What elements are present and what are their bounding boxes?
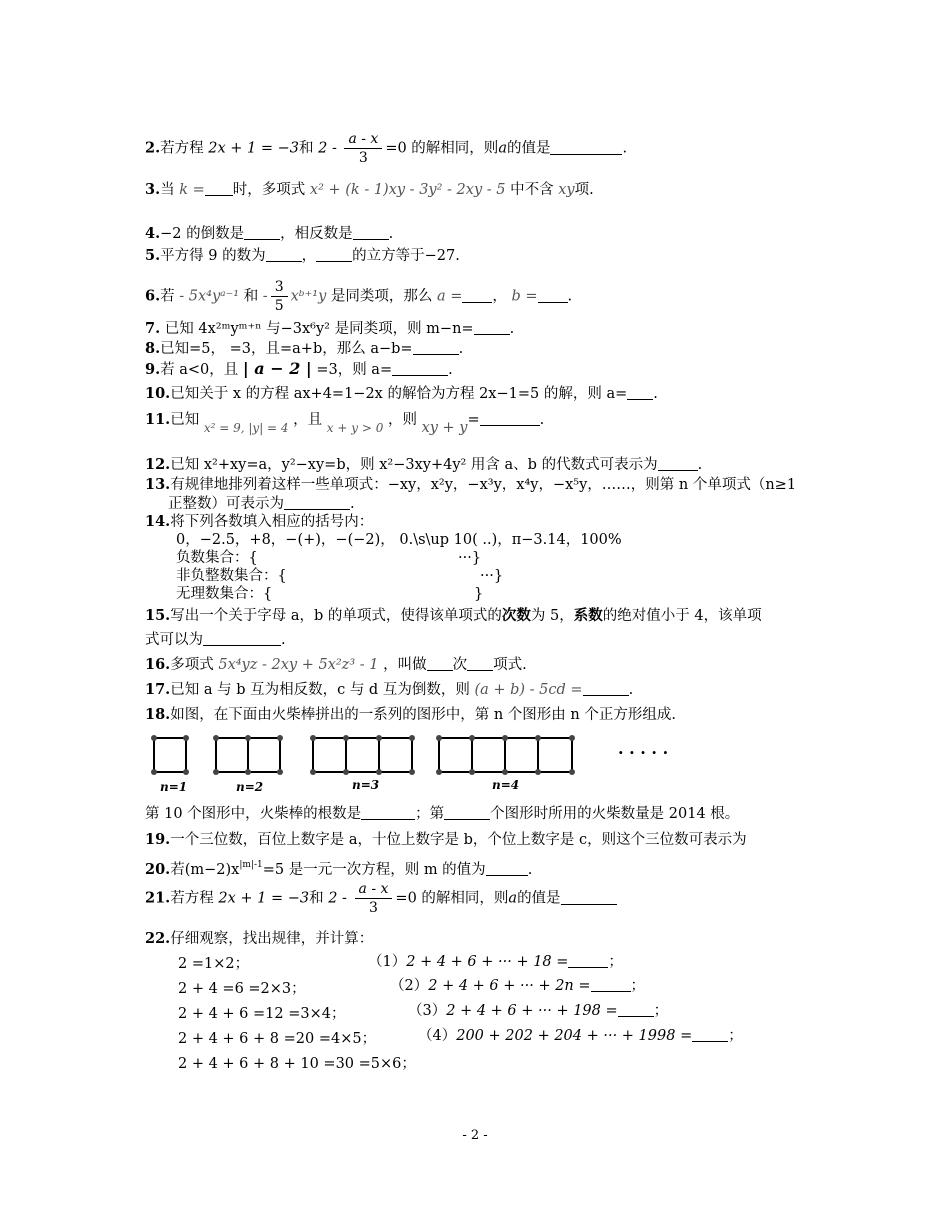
figure-label: n=4 [492, 778, 520, 792]
answer-blank[interactable] [427, 656, 453, 671]
question-number: 12. [145, 456, 171, 473]
text: 时，多项式 [232, 182, 306, 198]
text: 平方得 9 的数为 [160, 248, 266, 264]
question-number: 3. [145, 181, 161, 198]
text: 若方程 [170, 890, 214, 907]
text: 式可以为 [145, 632, 203, 648]
question-number: 20. [145, 861, 171, 878]
text: −2 的倒数是 [160, 226, 245, 242]
question-number: 4. [145, 225, 161, 242]
question-12 [145, 456, 702, 474]
text: 若 [160, 288, 175, 305]
fraction-denominator: 3 [369, 900, 378, 916]
text: 已知=5， =3，且=a+b，那么 a−b= [160, 341, 413, 357]
text: . [458, 341, 464, 357]
fraction-denominator: 3 [358, 150, 368, 166]
answer-blank[interactable] [266, 247, 302, 262]
equation: k = [179, 182, 205, 198]
text: ，叫做 [383, 657, 427, 673]
question-number: 21. [145, 889, 171, 907]
question-number: 15. [145, 607, 171, 624]
text: 写出一个关于字母 a，b 的单项式，使得该单项式的 [170, 608, 502, 624]
non-negative-integer-set [176, 567, 504, 585]
question-number: 6. [145, 287, 161, 305]
set-close: ···} [458, 550, 482, 566]
question-13 [145, 476, 796, 494]
answer-blank[interactable] [486, 861, 528, 876]
text: =3，则 a= [316, 362, 393, 378]
answer-blank[interactable] [591, 977, 631, 992]
text: 项式. [493, 657, 527, 673]
exercise-1 [368, 953, 623, 971]
text: = [467, 412, 480, 428]
answer-blank[interactable] [467, 656, 493, 671]
set-label: 无理数集合：{ [176, 586, 273, 602]
exercise-number: （2） [390, 978, 429, 994]
question-number: 10. [145, 385, 171, 402]
fraction [355, 880, 393, 917]
pattern-line: 2 =1×2； [178, 956, 250, 972]
text: . [281, 632, 286, 648]
variable: xy [558, 182, 575, 198]
text: . [539, 412, 545, 428]
equation: 2x + 1 = −3 [218, 890, 310, 907]
expression: (a + b) - 5cd = [474, 682, 583, 698]
answer-blank[interactable] [316, 247, 352, 262]
absolute-value: | a − 2 | [242, 359, 312, 378]
answer-blank[interactable] [474, 320, 510, 335]
set-label: 负数集合：{ [176, 550, 258, 566]
answer-blank[interactable] [462, 288, 492, 303]
fraction-numerator: a - x [344, 130, 382, 149]
exercise-4 [418, 1027, 743, 1045]
variable: a [508, 890, 518, 907]
text: 已知 4x²ᵐyᵐ⁺ⁿ 与−3x⁶y² 是同类项，则 m−n= [160, 321, 474, 337]
answer-blank[interactable] [692, 1027, 728, 1042]
text: 中不含 [510, 182, 554, 198]
expression: 2 + 4 + 6 + ··· + 18 = [406, 954, 569, 970]
set-close: ···} [480, 568, 504, 584]
question-number: 11. [145, 411, 171, 428]
figure-label: n=2 [236, 780, 264, 794]
page-number: - 2 - [462, 1128, 488, 1143]
question-number: 16. [145, 656, 171, 673]
question-21 [145, 880, 617, 917]
text: 已知 x²+xy=a，y²−xy=b，则 x²−3xy+4y² 用含 a、b 的代数式可表示为 [170, 457, 658, 473]
text: 第 10 个图形中，火柴棒的根数是 [145, 806, 362, 822]
question-13-line-2 [168, 495, 355, 513]
fraction [271, 278, 288, 315]
answer-blank[interactable] [568, 953, 608, 968]
question-17 [145, 681, 633, 699]
equation: 2x + 1 = −3 [208, 140, 299, 157]
text: ； [630, 978, 646, 994]
text: 若方程 [160, 140, 204, 157]
text: 次 [452, 657, 468, 673]
text: 的值是 [517, 890, 561, 907]
question-number: 7. [145, 320, 161, 337]
question-20 [145, 856, 532, 879]
set-label: 非负整数集合：{ [176, 568, 287, 584]
pattern-line: 2 + 4 =6 =2×3； [178, 981, 306, 997]
text: . [567, 288, 573, 305]
question-10 [145, 385, 658, 403]
text: 正整数）可表示为 [168, 496, 284, 512]
question-number: 17. [145, 681, 171, 698]
keyword: 系数 [573, 607, 603, 624]
figure-n4 [439, 738, 572, 772]
question-4 [145, 225, 393, 243]
question-14 [145, 513, 373, 531]
text: . [628, 682, 634, 698]
ellipsis: · · · · · [618, 743, 669, 762]
equation-part: 2 - [328, 890, 347, 907]
text: . [527, 862, 533, 878]
answer-blank[interactable] [284, 495, 350, 510]
condition: x + y > 0 [326, 421, 384, 435]
text: 的立方等于−27. [352, 248, 460, 264]
text: 仔细观察，找出规律，并计算： [170, 931, 374, 947]
exponent: |m|-1 [239, 860, 263, 870]
text: . [653, 386, 658, 402]
text: 和 [299, 140, 314, 157]
exercise-3 [408, 1002, 668, 1020]
answer-blank[interactable] [583, 681, 629, 696]
matchstick-figure [140, 728, 700, 796]
question-number: 5. [145, 247, 161, 264]
question-15 [145, 607, 762, 625]
text: 多项式 [170, 657, 214, 673]
text: . [509, 321, 515, 337]
question-number: 2. [145, 139, 161, 157]
expression: 200 + 202 + 204 + ··· + 1998 = [456, 1028, 693, 1044]
text: 为 5， [530, 608, 574, 624]
monomial: xᵇ⁺¹y [290, 288, 327, 305]
question-number: 9. [145, 361, 161, 378]
fraction [344, 130, 382, 167]
text: 如图，在下面由火柴棒拼出的一系列的图形中，第 n 个图形由 n 个正方形组成. [170, 707, 676, 723]
fraction-denominator: 5 [274, 298, 284, 314]
question-16 [145, 656, 527, 674]
question-7 [145, 320, 514, 338]
question-18 [145, 706, 676, 724]
text: 一个三位数，百位上数字是 a，十位上数字是 b，个位上数字是 c，则这个三位数可表示为 [170, 832, 747, 848]
answer-blank[interactable] [561, 890, 617, 905]
text: . [448, 362, 453, 378]
answer-blank[interactable] [392, 361, 448, 376]
exercise-number: （4） [418, 1028, 457, 1044]
text: . [350, 496, 355, 512]
question-6 [145, 278, 572, 315]
text: 项. [574, 182, 594, 198]
figure-n2 [216, 738, 280, 772]
question-19 [145, 831, 747, 849]
variable: b = [511, 288, 538, 305]
text: 已知 [170, 412, 200, 428]
question-11 [145, 411, 545, 436]
answer-blank[interactable] [203, 631, 281, 646]
text: =5 是一元一次方程，则 m 的值为 [262, 862, 486, 878]
text: =0 的解相同，则 [395, 890, 509, 907]
text: 的值是 [506, 140, 551, 157]
question-number: 8. [145, 340, 161, 357]
question-number: 18. [145, 706, 171, 723]
text: ， [301, 248, 317, 264]
question-8 [145, 340, 463, 358]
text: 若 a<0，且 [160, 362, 239, 378]
answer-blank[interactable] [244, 225, 280, 240]
expression: 2 + 4 + 6 + ··· + 2n = [428, 978, 591, 994]
question-number: 14. [145, 513, 171, 530]
expression: 2 + 4 + 6 + ··· + 198 = [446, 1003, 618, 1019]
text: . [622, 140, 628, 157]
text: 已知关于 x 的方程 ax+4=1−2x 的解恰为方程 2x−1=5 的解，则 a= [170, 386, 628, 402]
question-9 [145, 360, 453, 379]
question-22 [145, 930, 373, 948]
equation-part: 2 - [318, 140, 337, 157]
figure-n1 [154, 738, 186, 772]
answer-blank[interactable] [627, 385, 653, 400]
irrational-set [176, 585, 484, 603]
question-15-line-2 [145, 631, 286, 649]
question-number: 13. [145, 476, 171, 493]
exercise-2 [390, 977, 645, 995]
answer-blank[interactable] [480, 411, 540, 426]
answer-blank[interactable] [413, 340, 459, 355]
text: ； [608, 954, 623, 970]
answer-blank[interactable] [618, 1002, 654, 1017]
exercise-number: （3） [408, 1003, 447, 1019]
text: 和 [309, 890, 324, 907]
answer-blank[interactable] [658, 456, 698, 471]
keyword: 次数 [501, 607, 531, 624]
figure-label: n=1 [160, 780, 188, 794]
answer-blank[interactable] [353, 225, 389, 240]
figure-n3 [313, 738, 412, 772]
text: ； [728, 1028, 743, 1044]
answer-blank[interactable] [205, 181, 233, 196]
text: ；第 [415, 806, 445, 822]
text: 将下列各数填入相应的括号内： [170, 514, 374, 530]
expression: xy + y [421, 420, 468, 436]
question-number: 22. [145, 930, 171, 947]
variable: a [498, 140, 507, 157]
answer-blank[interactable] [361, 805, 415, 820]
text: ； [653, 1003, 669, 1019]
question-3 [145, 181, 594, 199]
condition: x² = 9, |y| = 4 [203, 421, 289, 435]
polynomial: x² + (k - 1)xy - 3y² - 2xy - 5 [309, 182, 506, 198]
question-5 [145, 247, 460, 265]
answer-blank[interactable] [444, 805, 490, 820]
text: ，且 [293, 412, 323, 428]
set-close: } [474, 586, 484, 602]
fraction-numerator: 3 [271, 278, 288, 297]
text: 若(m−2)x [170, 862, 240, 878]
text: 有规律地排列着这样一些单项式：−xy，x²y，−x³y，x⁴y，−x⁵y，……，则第 n 个单项式（n≥1 [170, 477, 797, 493]
answer-blank[interactable] [538, 288, 568, 303]
answer-blank[interactable] [550, 140, 622, 155]
negative-set [176, 549, 482, 567]
text: ，则 [387, 412, 417, 428]
text: 的绝对值小于 4，该单项 [602, 608, 762, 624]
question-2 [145, 130, 627, 167]
text: ，相反数是 [280, 226, 353, 242]
exercise-number: （1） [368, 954, 407, 970]
question-18-answer-line [145, 805, 739, 823]
text: 和 [243, 288, 259, 305]
text: 当 [160, 182, 175, 198]
polynomial: 5x⁴yz - 2xy + 5x²z³ - 1 [218, 657, 379, 673]
monomial: - 5x⁴yᵃ⁻¹ [179, 288, 240, 305]
text: . [388, 226, 394, 242]
text: 是同类项，那么 [330, 288, 433, 305]
text: . [697, 457, 703, 473]
text: =0 的解相同，则 [385, 140, 499, 157]
number-list: 0，−2.5，+8，−(+)，−(−2)， 0.\s\up 10( ..)，π−3.14，100% [176, 532, 622, 548]
variable: a = [436, 288, 463, 305]
figure-label: n=3 [352, 778, 380, 792]
text: ， [492, 288, 507, 305]
text: 已知 a 与 b 互为相反数，c 与 d 互为倒数，则 [170, 682, 470, 698]
pattern-line: 2 + 4 + 6 + 8 + 10 =30 =5×6； [178, 1056, 416, 1072]
minus-sign: - [262, 288, 268, 305]
pattern-line: 2 + 4 + 6 =12 =3×4； [178, 1006, 346, 1022]
pattern-line: 2 + 4 + 6 + 8 =20 =4×5； [178, 1031, 377, 1047]
fraction-numerator: a - x [355, 880, 393, 899]
question-number: 19. [145, 831, 171, 848]
text: 个图形时所用的火柴数量是 2014 根。 [490, 806, 740, 822]
